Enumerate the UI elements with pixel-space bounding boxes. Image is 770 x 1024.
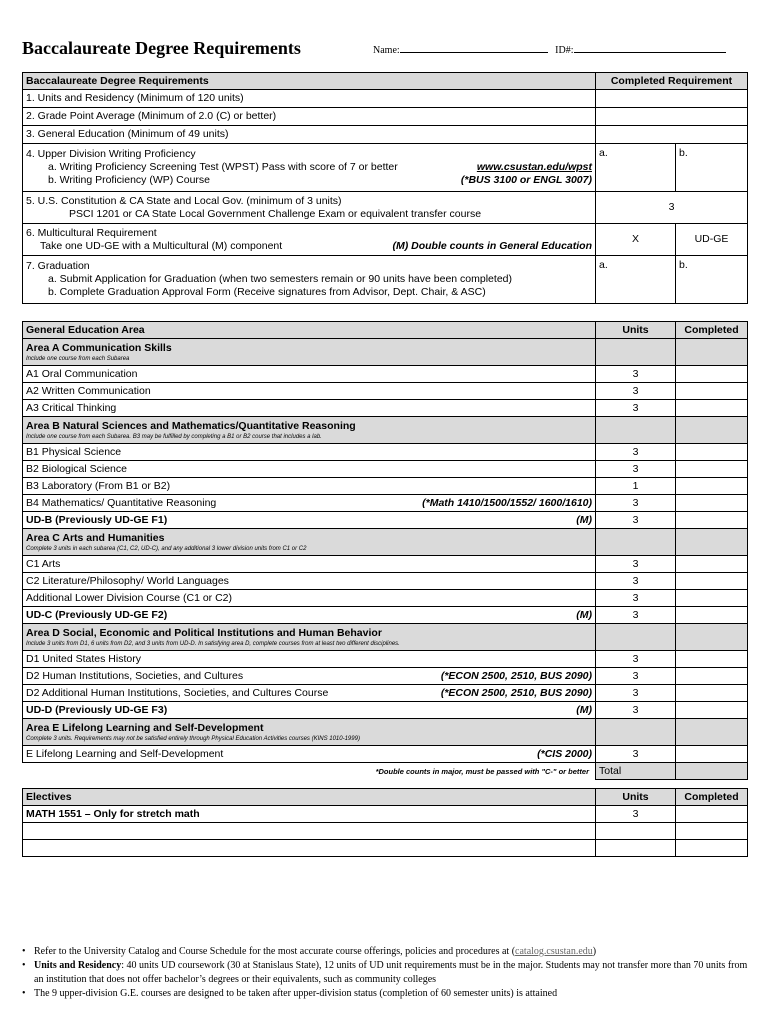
course-udd — [23, 702, 596, 719]
table-row — [23, 400, 748, 417]
table-row — [23, 512, 748, 529]
req-general-education: 3. General Education (Minimum of 49 units) — [23, 126, 596, 144]
req-multicultural — [23, 224, 596, 256]
req-multicultural-title: 6. Multicultural Requirement — [26, 226, 157, 239]
col-completed-requirement: Completed Requirement — [596, 73, 748, 90]
table-row — [23, 461, 748, 478]
course-e-label: E Lifelong Learning and Self-Development — [26, 747, 224, 760]
units-c2: 3 — [596, 573, 676, 590]
completed-cell[interactable] — [596, 108, 748, 126]
catalog-link[interactable]: catalog.csustan.edu — [515, 946, 593, 957]
course-udc-m: (M) — [576, 608, 592, 621]
area-c-header — [23, 529, 596, 556]
completed-a[interactable]: a. — [596, 256, 676, 304]
req-units-residency: 1. Units and Residency (Minimum of 120 units) — [23, 90, 596, 108]
note-units-residency: • Units and Residency: 40 units UD coursework (30 at Stanislaus State), 12 units of UD unit requirements must be in the major. Students may not transfer more than 70 units from an institution that does not offer bachelor’s degrees or their equivalents, such as community colleges — [22, 959, 752, 987]
completed-cell[interactable] — [676, 573, 748, 590]
table-row — [23, 823, 748, 840]
table-row — [23, 746, 748, 763]
course-d2-note: (*ECON 2500, 2510, BUS 2090) — [440, 669, 592, 682]
name-label: Name: — [373, 45, 400, 56]
req-graduation — [23, 256, 596, 304]
course-b2: B2 Biological Science — [23, 461, 596, 478]
table-row — [23, 806, 748, 823]
completed-cell[interactable] — [676, 607, 748, 624]
units-c1: 3 — [596, 556, 676, 573]
course-b4-label: B4 Mathematics/ Quantitative Reasoning — [26, 496, 217, 509]
course-udb-m: (M) — [576, 513, 592, 526]
total-row — [23, 763, 748, 780]
units-c-additional: 3 — [596, 590, 676, 607]
table-row — [23, 383, 748, 400]
course-udc — [23, 607, 596, 624]
req-constitution-sub: PSCI 1201 or CA State Local Government Challenge Exam or equivalent transfer course — [69, 207, 482, 220]
double-count-footnote: *Double counts in major, must be passed with "C-" or better — [375, 766, 589, 776]
elective-math-1551: MATH 1551 – Only for stretch math — [23, 806, 596, 823]
name-id-line — [373, 44, 726, 56]
col-ge-area: General Education Area — [23, 322, 596, 339]
col-units: Units — [596, 322, 676, 339]
area-d-header — [23, 624, 596, 651]
course-d2 — [23, 668, 596, 685]
id-label: ID#: — [555, 45, 574, 56]
units-d2b: 3 — [596, 685, 676, 702]
req-writing-b — [26, 174, 592, 187]
course-d2-additional — [23, 685, 596, 702]
wp-course-text: b. Writing Proficiency (WP) Course — [48, 174, 211, 186]
wpst-link[interactable]: www.csustan.edu/wpst — [476, 161, 592, 173]
area-e-title: Area E Lifelong Learning and Self-Development — [26, 721, 264, 734]
area-header-row — [23, 529, 748, 556]
course-c1: C1 Arts — [23, 556, 596, 573]
completed-cell[interactable] — [676, 746, 748, 763]
completed-cell[interactable] — [676, 495, 748, 512]
req-gpa: 2. Grade Point Average (Minimum of 2.0 (C) or better) — [23, 108, 596, 126]
course-d2b-note: (*ECON 2500, 2510, BUS 2090) — [440, 686, 592, 699]
col-units: Units — [596, 789, 676, 806]
units-a2: 3 — [596, 383, 676, 400]
table-row — [23, 224, 748, 256]
units-b2: 3 — [596, 461, 676, 478]
completed-cell[interactable] — [676, 685, 748, 702]
area-header-row — [23, 417, 748, 444]
id-field[interactable] — [574, 44, 726, 53]
completed-a[interactable]: a. — [596, 144, 676, 192]
col-completed: Completed — [676, 789, 748, 806]
completed-cell[interactable] — [676, 556, 748, 573]
table-row — [23, 607, 748, 624]
course-e — [23, 746, 596, 763]
area-d-note: Include 3 units from D1, 6 units from D2, and 3 units from UD-D. In satisfying area D, complete courses from at least two different disciplines. — [26, 640, 400, 647]
note-upper-division: • The 9 upper-division G.E. courses are designed to be taken after upper-division status (completion of 60 semester units) is attained — [22, 987, 752, 1001]
area-e-header — [23, 719, 596, 746]
multicultural-note: (M) Double counts in General Education — [392, 239, 592, 252]
table-row — [23, 573, 748, 590]
course-udb — [23, 512, 596, 529]
completed-cell[interactable] — [596, 126, 748, 144]
completed-udge[interactable]: UD-GE — [676, 224, 748, 256]
req-writing-title: 4. Upper Division Writing Proficiency — [26, 148, 196, 160]
req-graduation-title: 7. Graduation — [26, 260, 90, 272]
table-row — [23, 556, 748, 573]
completed-cell[interactable] — [676, 444, 748, 461]
table-row — [23, 192, 748, 224]
table-header-row — [23, 73, 748, 90]
area-header-row — [23, 624, 748, 651]
completed-cell[interactable] — [676, 668, 748, 685]
col-completed: Completed — [676, 322, 748, 339]
elective-blank[interactable] — [23, 823, 596, 840]
course-a1: A1 Oral Communication — [23, 366, 596, 383]
course-udd-m: (M) — [576, 703, 592, 716]
notes-list — [22, 945, 752, 1001]
completed-cell[interactable] — [676, 366, 748, 383]
units-udb: 3 — [596, 512, 676, 529]
completed-b[interactable]: b. — [676, 256, 748, 304]
req-graduation-a: a. Submit Application for Graduation (when two semesters remain or 90 units have been completed) — [48, 273, 512, 285]
completed-cell[interactable] — [676, 512, 748, 529]
course-d1: D1 United States History — [23, 651, 596, 668]
general-education-table — [22, 321, 748, 780]
area-b-title: Area B Natural Sciences and Mathematics/Quantitative Reasoning — [26, 419, 356, 432]
wpst-text: a. Writing Proficiency Screening Test (WPST) Pass with score of 7 or better — [48, 161, 398, 173]
table-row — [23, 144, 748, 192]
area-header-row — [23, 339, 748, 366]
area-b-header — [23, 417, 596, 444]
course-c-additional: Additional Lower Division Course (C1 or C2) — [23, 590, 596, 607]
completed-cell[interactable] — [676, 840, 748, 857]
col-requirements: Baccalaureate Degree Requirements — [23, 73, 596, 90]
total-value[interactable] — [676, 763, 748, 780]
course-b4 — [23, 495, 596, 512]
completed-cell[interactable] — [676, 590, 748, 607]
table-row — [23, 495, 748, 512]
course-udd-label: UD-D (Previously UD-GE F3) — [26, 703, 168, 716]
table-row — [23, 668, 748, 685]
course-b3: B3 Laboratory (From B1 or B2) — [23, 478, 596, 495]
req-graduation-b: b. Complete Graduation Approval Form (Receive signatures from Advisor, Dept. Chair, & ASC) — [48, 286, 486, 298]
completed-x[interactable]: X — [596, 224, 676, 256]
table-row — [23, 366, 748, 383]
units-b1: 3 — [596, 444, 676, 461]
table-header-row — [23, 322, 748, 339]
table-row — [23, 685, 748, 702]
units-blank[interactable] — [596, 823, 676, 840]
degree-requirements-table — [22, 72, 748, 304]
units-b3: 1 — [596, 478, 676, 495]
page-title: Baccalaureate Degree Requirements — [22, 38, 301, 58]
table-row — [23, 108, 748, 126]
completed-cell[interactable] — [676, 461, 748, 478]
completed-cell[interactable]: 3 — [596, 192, 748, 224]
table-row — [23, 478, 748, 495]
units-udc: 3 — [596, 607, 676, 624]
units-d2: 3 — [596, 668, 676, 685]
area-a-header — [23, 339, 596, 366]
course-a2: A2 Written Communication — [23, 383, 596, 400]
course-b1: B1 Physical Science — [23, 444, 596, 461]
wp-course-note: (*BUS 3100 or ENGL 3007) — [460, 174, 592, 186]
units-b4: 3 — [596, 495, 676, 512]
course-udb-label: UD-B (Previously UD-GE F1) — [26, 513, 168, 526]
table-row — [23, 590, 748, 607]
table-row — [23, 651, 748, 668]
area-a-title: Area A Communication Skills — [26, 341, 172, 354]
table-row — [23, 702, 748, 719]
area-header-row — [23, 719, 748, 746]
units-blank[interactable] — [596, 840, 676, 857]
area-a-note: Include one course from each Subarea — [26, 355, 130, 362]
req-writing-a — [26, 161, 592, 174]
course-b4-note: (*Math 1410/1500/1552/ 1600/1610) — [422, 496, 592, 509]
completed-cell[interactable] — [676, 702, 748, 719]
course-c2: C2 Literature/Philosophy/ World Languages — [23, 573, 596, 590]
total-label: Total — [596, 763, 676, 780]
table-row — [23, 126, 748, 144]
note-catalog: • Refer to the University Catalog and Course Schedule for the most accurate course offerings, policies and procedures at (catalog.csustan.edu) — [22, 945, 752, 959]
completed-cell[interactable] — [596, 90, 748, 108]
units-a1: 3 — [596, 366, 676, 383]
table-row — [23, 256, 748, 304]
req-constitution — [23, 192, 596, 224]
completed-b[interactable]: b. — [676, 144, 748, 192]
units-d1: 3 — [596, 651, 676, 668]
completed-cell[interactable] — [676, 823, 748, 840]
electives-table — [22, 788, 748, 857]
course-e-note: (*CIS 2000) — [537, 747, 592, 760]
completed-cell[interactable] — [676, 806, 748, 823]
req-constitution-title: 5. U.S. Constitution & CA State and Local Gov. (minimum of 3 units) — [26, 194, 342, 207]
units-a3: 3 — [596, 400, 676, 417]
course-a3: A3 Critical Thinking — [23, 400, 596, 417]
area-d-title: Area D Social, Economic and Political Institutions and Human Behavior — [26, 626, 382, 639]
completed-cell[interactable] — [676, 383, 748, 400]
multicultural-text: Take one UD-GE with a Multicultural (M) component — [40, 239, 283, 252]
area-e-note: Complete 3 units. Requirements may not be satisfied entirely through Physical Education Activities courses (KINS 1010-1999) — [26, 735, 360, 742]
completed-cell[interactable] — [676, 478, 748, 495]
area-c-note: Complete 3 units in each subarea (C1, C2, UD-C), and any additional 3 lower division units from C1 or C2 — [26, 545, 307, 552]
table-header-row — [23, 789, 748, 806]
table-row — [23, 840, 748, 857]
course-d2b-label: D2 Additional Human Institutions, Societies, and Cultures Course — [26, 686, 329, 699]
req-multicultural-sub — [26, 240, 592, 253]
req-writing-proficiency — [23, 144, 596, 192]
col-electives: Electives — [23, 789, 596, 806]
elective-blank[interactable] — [23, 840, 596, 857]
completed-cell[interactable] — [676, 651, 748, 668]
area-c-title: Area C Arts and Humanities — [26, 531, 165, 544]
course-udc-label: UD-C (Previously UD-GE F2) — [26, 608, 168, 621]
area-b-note: Include one course from each Subarea. B3 may be fulfilled by completing a B1 or B2 course that includes a lab. — [26, 433, 322, 440]
table-row — [23, 90, 748, 108]
course-d2-label: D2 Human Institutions, Societies, and Cultures — [26, 669, 244, 682]
units-e: 3 — [596, 746, 676, 763]
table-row — [23, 444, 748, 461]
completed-cell[interactable] — [676, 400, 748, 417]
units-udd: 3 — [596, 702, 676, 719]
units-math-1551: 3 — [596, 806, 676, 823]
name-field[interactable] — [400, 44, 548, 53]
